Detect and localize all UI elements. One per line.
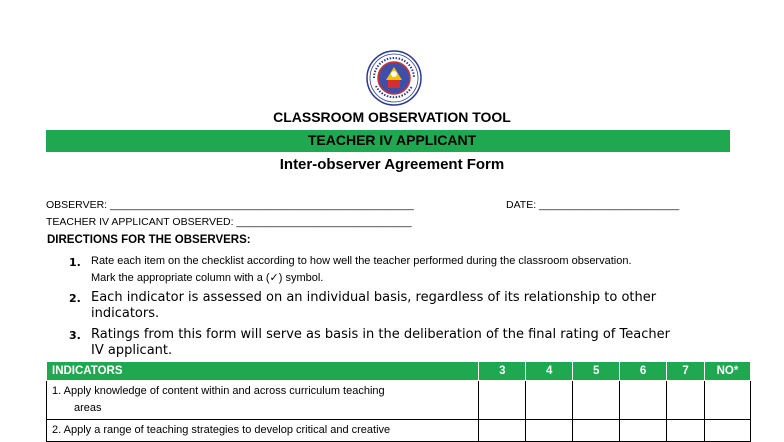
indicator-cell	[47, 381, 479, 420]
col-header-7: 7	[667, 362, 705, 381]
direction-text	[91, 327, 751, 359]
applicant-band-label: TEACHER IV APPLICANT	[307, 132, 477, 148]
col-header-3: 3	[479, 362, 526, 381]
rating-cell[interactable]	[573, 381, 620, 420]
indicator-line: 2. Apply a range of teaching strategies to develop critical and creative	[52, 424, 391, 436]
direction-number: 3.	[69, 329, 81, 342]
form-title: Inter-observer Agreement Form	[279, 156, 505, 173]
indicator-line: 1. Apply knowledge of content within and across curriculum teaching	[52, 385, 385, 397]
rating-cell[interactable]	[479, 420, 526, 442]
direction-line: Mark the appropriate column with a (✓) symbol.	[91, 272, 324, 284]
col-header-indicators: INDICATORS	[47, 362, 479, 381]
table-row	[47, 381, 751, 420]
direction-line: Ratings from this form will serve as basis in the deliberation of the final rating of Teacher	[91, 327, 670, 342]
date-field[interactable]: DATE: ________________________	[506, 199, 680, 211]
direction-number: 1.	[69, 256, 81, 269]
direction-number: 2.	[69, 292, 81, 305]
rating-cell[interactable]	[667, 420, 705, 442]
rating-cell[interactable]	[620, 381, 667, 420]
deped-seal-icon	[366, 50, 422, 106]
indicator-line: areas	[74, 402, 102, 414]
direction-text	[91, 290, 751, 322]
rating-cell[interactable]	[620, 420, 667, 442]
observer-field[interactable]: OBSERVER: ____________________________________________________	[46, 199, 414, 211]
rating-cell[interactable]	[705, 381, 751, 420]
direction-line: indicators.	[91, 306, 160, 321]
indicator-cell	[47, 420, 479, 442]
table-row	[47, 420, 751, 442]
direction-line: IV applicant.	[91, 343, 173, 358]
col-header-no: NO*	[705, 362, 751, 381]
direction-text	[91, 253, 751, 287]
direction-line: Rate each item on the checklist according to how well the teacher performed during the classroom observation.	[91, 255, 632, 267]
applicant-field[interactable]: TEACHER IV APPLICANT OBSERVED: ______________________________	[46, 216, 412, 228]
direction-line: Each indicator is assessed on an individual basis, regardless of its relationship to other	[91, 290, 657, 305]
rating-cell[interactable]	[526, 420, 573, 442]
table-header-row	[47, 362, 751, 381]
rating-cell[interactable]	[526, 381, 573, 420]
directions-heading: DIRECTIONS FOR THE OBSERVERS:	[47, 234, 251, 246]
rating-cell[interactable]	[667, 381, 705, 420]
rating-cell[interactable]	[705, 420, 751, 442]
rating-cell[interactable]	[573, 420, 620, 442]
col-header-6: 6	[620, 362, 667, 381]
rating-cell[interactable]	[479, 381, 526, 420]
tool-title: CLASSROOM OBSERVATION TOOL	[273, 109, 511, 125]
indicators-table	[46, 361, 751, 442]
col-header-5: 5	[573, 362, 620, 381]
col-header-4: 4	[526, 362, 573, 381]
